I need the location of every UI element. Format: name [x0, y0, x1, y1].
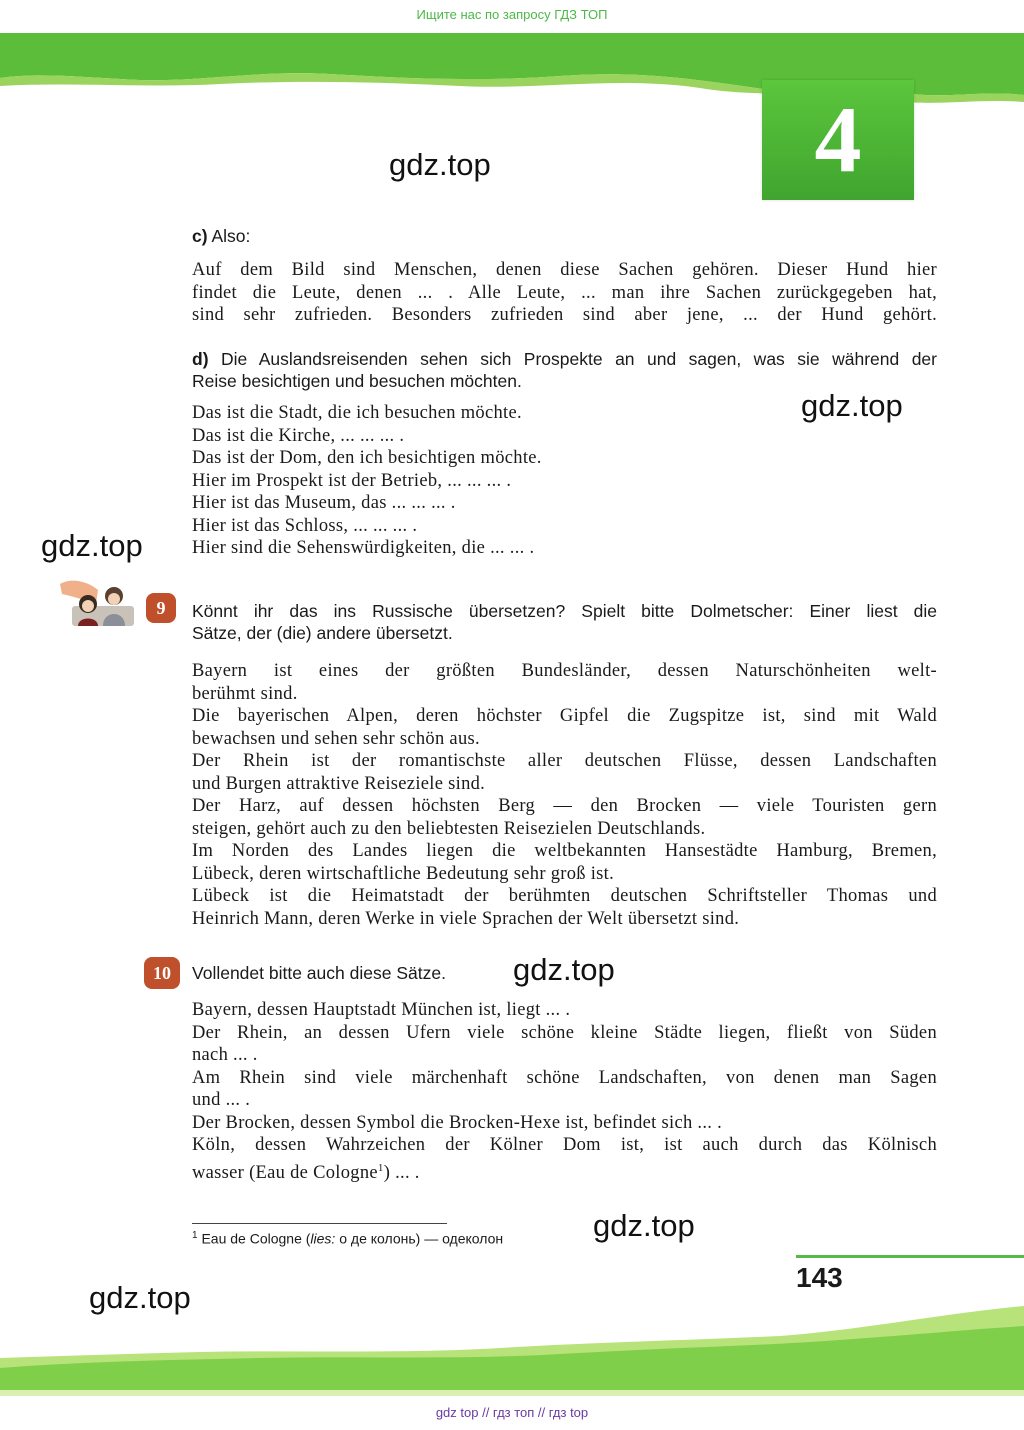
text-line: Hier im Prospekt ist der Betrieb, ... ... ... .: [192, 470, 512, 491]
text-line: Der Rhein ist der romantischste aller deutschen Flüsse, dessen Landschaften: [192, 751, 937, 771]
exercise-9-lines: [192, 660, 937, 930]
section-d-lines: [192, 402, 937, 560]
text-line: sind sehr zufrieden. Besonders zufrieden sind aber jene, ... der Hund gehört.: [192, 305, 937, 325]
text-line: Das ist die Kirche, ... ... ... .: [192, 425, 405, 446]
section-c-label: c): [192, 226, 208, 246]
exercise-10-lines: [192, 999, 937, 1184]
text-line: Hier sind die Sehenswürdigkeiten, die ... ... .: [192, 538, 535, 558]
watermark: gdz.top: [801, 388, 903, 423]
text-line: [192, 1157, 937, 1185]
section-d-intro: [192, 348, 937, 392]
text-line: Sätze, der (die) andere übersetzt.: [192, 623, 453, 643]
bottom-green-band: [0, 1300, 1024, 1400]
section-c-intro: [192, 225, 937, 247]
exercise-10-number: 10: [144, 957, 180, 989]
text-line: Lübeck, deren wirtschaftliche Bedeutung sehr groß ist.: [192, 863, 615, 884]
bottom-note: gdz top // гдз топ // гдз top: [435, 1405, 589, 1420]
exercise-10-intro: Vollendet bitte auch diese Sätze.: [192, 963, 446, 983]
text-line: Bayern ist eines der größten Bundesländer, dessen Naturschönheiten welt-: [192, 661, 937, 681]
section-d-intro-text: Die Auslandsreisenden sehen sich Prospekte an und sagen, was sie während der: [221, 349, 937, 369]
text-line: findet die Leute, denen ... . Alle Leute, ... man ihre Sachen zurückgegeben hat,: [192, 282, 937, 303]
text-line: Bayern, dessen Hauptstadt München ist, liegt ... .: [192, 1000, 571, 1020]
footnote-lies: lies:: [310, 1230, 336, 1247]
section-c-intro-text: Also:: [211, 226, 251, 246]
text-line: Hier ist das Museum, das ... ... ... .: [192, 493, 456, 513]
footnote-rule: [192, 1223, 447, 1224]
exercise-9-intro: [192, 600, 937, 644]
text-fragment: ) ... .: [383, 1162, 420, 1183]
watermark: gdz.top: [389, 147, 491, 182]
text-line: Der Rhein, an dessen Ufern viele schöne kleine Städte liegen, fließt von Süden: [192, 1022, 937, 1043]
exercise-9-number: 9: [146, 593, 176, 623]
text-line: Hier ist das Schloss, ... ... ... .: [192, 515, 418, 536]
section-c-paragraph: [192, 259, 937, 327]
text-line: Der Brocken, dessen Symbol die Brocken-Hexe ist, befindet sich ... .: [192, 1112, 723, 1133]
watermark: gdz.top: [41, 528, 143, 563]
text-line: Lübeck ist die Heimatstadt der berühmten deutschen Schriftsteller Thomas und: [192, 886, 937, 906]
text-fragment: wasser (Eau de Cologne: [192, 1162, 378, 1183]
text-line: Die bayerischen Alpen, deren höchster Gipfel die Zugspitze ist, sind mit Wald: [192, 706, 937, 726]
text-line: und ... .: [192, 1090, 251, 1110]
watermark: gdz.top: [593, 1208, 695, 1243]
unit-number-box: 4: [762, 80, 914, 200]
footnote: [192, 1230, 503, 1247]
footnote-marker: 1: [192, 1230, 198, 1241]
footnote-text: Eau de Cologne (: [201, 1230, 311, 1247]
text-line: Heinrich Mann, deren Werke in viele Sprachen der Welt übersetzt sind.: [192, 908, 740, 929]
watermark: gdz.top: [89, 1280, 191, 1315]
page-number-rule: [796, 1255, 1024, 1258]
text-line: [192, 348, 937, 370]
text-line: steigen, gehört auch zu den beliebtesten Reisezielen Deutschlands.: [192, 818, 706, 839]
text-line: Köln, dessen Wahrzeichen der Kölner Dom ist, ist auch durch das Kölnisch: [192, 1135, 937, 1155]
text-line: und Burgen attraktive Reiseziele sind.: [192, 773, 486, 794]
top-note: Ищите нас по запросу ГДЗ ТОП: [416, 7, 608, 22]
text-line: Das ist die Stadt, die ich besuchen möchte.: [192, 403, 522, 423]
footnote-text: о де колонь) — одеколон: [335, 1230, 504, 1247]
text-line: Der Harz, auf dessen höchsten Berg — den Brocken — viele Touristen gern: [192, 796, 937, 816]
footnote-ref: 1: [377, 1161, 384, 1174]
page-number: 143: [796, 1262, 843, 1293]
text-line: bewachsen und sehen sehr schön aus.: [192, 728, 480, 749]
text-line: Könnt ihr das ins Russische übersetzen? Spielt bitte Dolmetscher: Einer liest die: [192, 601, 937, 621]
watermark: gdz.top: [513, 952, 615, 987]
text-line: Im Norden des Landes liegen die weltbekannten Hansestädte Hamburg, Bremen,: [192, 841, 937, 861]
section-d-label: d): [192, 349, 209, 369]
text-line: Reise besichtigen und besuchen möchten.: [192, 371, 522, 391]
text-line: Auf dem Bild sind Menschen, denen diese Sachen gehören. Dieser Hund hier: [192, 260, 937, 280]
text-line: Am Rhein sind viele märchenhaft schöne Landschaften, von denen man Sagen: [192, 1067, 937, 1088]
text-line: berühmt sind.: [192, 683, 298, 704]
text-line: Das ist der Dom, den ich besichtigen möchte.: [192, 448, 542, 468]
text-line: nach ... .: [192, 1045, 258, 1065]
pair-work-icon: [58, 576, 136, 628]
